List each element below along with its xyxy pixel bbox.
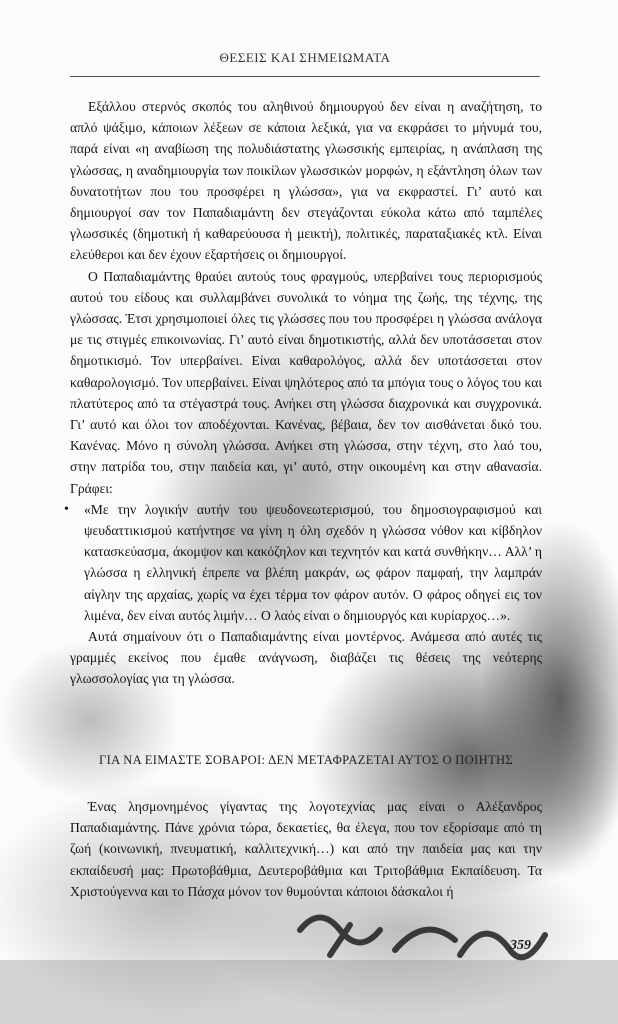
paragraph-1: Εξάλλου στερνός σκοπός του αληθινού δημιουργού δεν είναι η αναζήτηση, το απλό ψάξιμο, κάποιων λέξεων σε κάποια λεξικά, για να εκφράσει το μήνυμά του, παρά είναι «η αναβίωση της πολυδιάστατης γλωσσικής εμπειρίας, η ανάπλαση της γλώσσας, η αναδημιουργία των ποικίλων γλωσσικών μορφών, η εξάντληση όλων των δυνατοτήτων που του προσφέρει η γλώσσα», για να εκφραστεί. Γι’ αυτό και δημιουργοί σαν τον Παπαδιαμάντη δεν στεγάζονται εύκολα κάτω από ταμπέλες γλωσσικές (δημοτική ή καθαρεύουσα ή μεικτή), πολιτικές, παραταξιακές κτλ. Είναι ελεύθεροι και δεν έχουν εξαρτήσεις οι δημιουργοί. bbox=[70, 99, 542, 263]
main-text bbox=[64, 96, 542, 690]
quotation bbox=[64, 499, 542, 626]
header-rule bbox=[70, 76, 540, 77]
section-heading: ΓΙΑ ΝΑ ΕΙΜΑΣΤΕ ΣΟΒΑΡΟΙ: ΔΕΝ ΜΕΤΑΦΡΑΖΕΤΑΙ ΑΥΤΟΣ Ο ΠΟΙΗΤΗΣ bbox=[99, 753, 513, 767]
page-number: 359 bbox=[510, 938, 531, 953]
paragraph-3: Αυτά σημαίνουν ότι ο Παπαδιαμάντης είναι μοντέρνος. Ανάμεσα από αυτές τις γραμμές εκείνος που έμαθε ανάγνωση, διαβάζει τις θέσεις της νεότερης γλωσσολογίας για τη γλώσσα. bbox=[70, 629, 542, 687]
paragraph-2: Ο Παπαδιαμάντης θραύει αυτούς τους φραγμούς, υπερβαίνει τους περιορισμούς αυτού του είδους και συλλαμβάνει συνολικά το νόημα της ζωής, της τέχνης, της γλώσσας. Έτσι χρησιμοποιεί όλες τις γλώσσες που του προσφέρει η γλώσσα ανάλογα με τις στιγμές επικοινωνίας. Γι’ αυτό είναι δημοτικιστής, αλλά δεν υποτάσσεται στον δημοτικισμό. Τον υπερβαίνει. Είναι καθαρολόγος, αλλά δεν υποτάσσεται στον καθαρολογισμό. Τον υπερβαίνει. Είναι ψηλότερος από τα μπόγια τους ο λόγος του και πλατύτερος από τα στέγαστρά τους. Ανήκει στη γλώσσα διαχρονικά και συγχρονικά. Γι’ αυτό και όλοι τον αποδέχονται. Κανένας, βέβαια, δεν τον αισθάνεται δικό του. Κανένας. Μόνο η σύνολη γλώσσα. Ανήκει στη γλώσσα, στην τέχνη, στο λαό του, στην πατρίδα του, στην παιδεία και, γι’ αυτό, στην οικουμένη και στην αθανασία. Γράφει: bbox=[70, 268, 542, 496]
running-head: ΘΕΣΕΙΣ ΚΑΙ ΣΗΜΕΙΩΜΑΤΑ bbox=[219, 50, 391, 65]
section-text bbox=[70, 796, 542, 902]
quotation-text: «Με την λογικήν αυτήν του ψευδονεωτερισμού, του δημοσιογραφισμού και ψευδαττικισμού κατήντησε να γίνη η όλη σχεδόν η γλώσσα νόθον και κίβδηλον κατασκεύασμα, άκομψον και κακόζηλον και τεχνητόν και κατά συνθήκην… Αλλ’ η γλώσσα η ελληνική έπρεπε να βλέπη μακράν, ως φάρον παμφαή, την λαμπράν αίγλην της αρχαίας, χωρίς να έχει τέρμα τον φάρον αυτόν. Ο φάρος οδηγεί εις τον λιμένα, δεν είναι αυτός λιμήν… Ο λαός είναι ο δημιουργός και κυρίαρχος…». bbox=[84, 501, 542, 623]
section-paragraph: Ένας λησμονημένος γίγαντας της λογοτεχνίας μας είναι ο Αλέξανδρος Παπαδιαμάντης. Πάνε χρόνια τώρα, δεκαετίες, θα έλεγα, που τον εξορίσαμε από τη ζωή (κοινωνική, πνευματική, καλλιτεχνική…) και από την παιδεία μας και την εκπαίδευσή μας: Πρωτοβάθμια, Δευτεροβάθμια και Τριτοβάθμια Εκπαίδευση. Τα Χριστούγεννα και το Πάσχα μόνον τον θυμούνται κάποιοι δάσκαλοι ή bbox=[70, 799, 542, 899]
bullet-icon: • bbox=[64, 501, 69, 517]
